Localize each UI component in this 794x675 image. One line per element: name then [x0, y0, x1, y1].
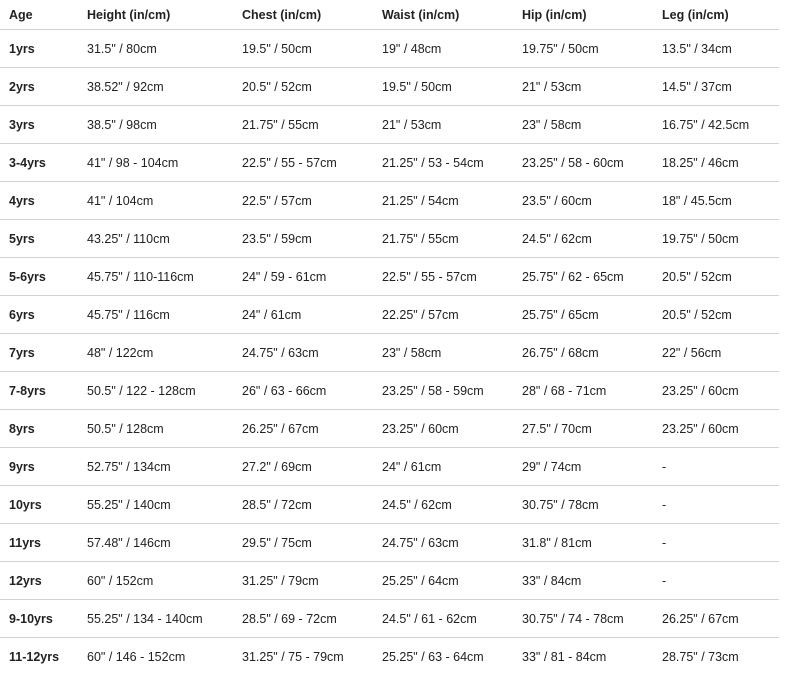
cell-chest: 22.5" / 57cm — [233, 182, 373, 220]
cell-chest: 26" / 63 - 66cm — [233, 372, 373, 410]
cell-age: 3-4yrs — [0, 144, 78, 182]
table-row — [0, 182, 779, 220]
cell-hip: 23.5" / 60cm — [513, 182, 653, 220]
cell-waist: 24.5" / 62cm — [373, 486, 513, 524]
table-row — [0, 258, 779, 296]
cell-leg: 23.25" / 60cm — [653, 410, 779, 448]
cell-height: 38.52" / 92cm — [78, 68, 233, 106]
header-height: Height (in/cm) — [78, 0, 233, 30]
cell-hip: 21" / 53cm — [513, 68, 653, 106]
cell-height: 48" / 122cm — [78, 334, 233, 372]
cell-hip: 30.75" / 78cm — [513, 486, 653, 524]
table-row — [0, 410, 779, 448]
cell-waist: 23.25" / 60cm — [373, 410, 513, 448]
cell-age: 9-10yrs — [0, 600, 78, 638]
cell-chest: 31.25" / 79cm — [233, 562, 373, 600]
cell-waist: 25.25" / 63 - 64cm — [382, 649, 484, 664]
header-chest: Chest (in/cm) — [233, 0, 373, 30]
cell-height: 55.25" / 140cm — [78, 486, 233, 524]
header-waist: Waist (in/cm) — [373, 0, 513, 30]
table-row — [0, 30, 779, 68]
table-row — [0, 638, 779, 675]
cell-age: 5-6yrs — [0, 258, 78, 296]
cell-waist: 19" / 48cm — [373, 30, 513, 68]
table-row — [0, 486, 779, 524]
cell-hip: 33" / 81 - 84cm — [522, 649, 607, 664]
cell-leg: 28.75" / 73cm — [662, 649, 739, 664]
cell-hip: 29" / 74cm — [513, 448, 653, 486]
cell-age: 7-8yrs — [0, 372, 78, 410]
cell-leg: 22" / 56cm — [653, 334, 779, 372]
cell-waist: 24" / 61cm — [373, 448, 513, 486]
cell-leg: - — [653, 562, 779, 600]
cell-height: 45.75" / 110-116cm — [78, 258, 233, 296]
cell-age: 1yrs — [0, 30, 78, 68]
table-row — [0, 106, 779, 144]
cell-waist: 24.5" / 61 - 62cm — [373, 600, 513, 638]
cell-leg: 18.25" / 46cm — [653, 144, 779, 182]
cell-leg: 19.75" / 50cm — [653, 220, 779, 258]
cell-age: 12yrs — [0, 562, 78, 600]
cell-chest: 20.5" / 52cm — [233, 68, 373, 106]
cell-waist: 22.5" / 55 - 57cm — [373, 258, 513, 296]
cell-chest: 28.5" / 69 - 72cm — [233, 600, 373, 638]
cell-hip: 33" / 84cm — [513, 562, 653, 600]
cell-waist: 23" / 58cm — [373, 334, 513, 372]
cell-leg: 14.5" / 37cm — [653, 68, 779, 106]
cell-age: 9yrs — [0, 448, 78, 486]
cell-hip: 28" / 68 - 71cm — [513, 372, 653, 410]
table-row — [0, 372, 779, 410]
cell-chest: 31.25" / 75 - 79cm — [242, 649, 344, 664]
cell-chest: 22.5" / 55 - 57cm — [233, 144, 373, 182]
cell-age: 11-12yrs — [9, 649, 60, 664]
cell-leg: 16.75" / 42.5cm — [653, 106, 779, 144]
cell-hip: 19.75" / 50cm — [513, 30, 653, 68]
cell-chest: 21.75" / 55cm — [233, 106, 373, 144]
cell-chest: 26.25" / 67cm — [233, 410, 373, 448]
cell-height: 50.5" / 128cm — [78, 410, 233, 448]
header-age: Age — [0, 0, 78, 30]
cell-hip: 25.75" / 65cm — [513, 296, 653, 334]
cell-chest: 29.5" / 75cm — [233, 524, 373, 562]
cell-hip: 31.8" / 81cm — [513, 524, 653, 562]
cell-age: 6yrs — [0, 296, 78, 334]
cell-hip: 27.5" / 70cm — [513, 410, 653, 448]
table-row — [0, 220, 779, 258]
cell-height: 38.5" / 98cm — [78, 106, 233, 144]
cell-height: 31.5" / 80cm — [78, 30, 233, 68]
table-row — [0, 68, 779, 106]
table-header — [0, 0, 779, 30]
table-row — [0, 562, 779, 600]
cell-leg: - — [653, 486, 779, 524]
cell-chest: 19.5" / 50cm — [233, 30, 373, 68]
cell-height: 60" / 152cm — [78, 562, 233, 600]
cell-waist: 25.25" / 64cm — [373, 562, 513, 600]
cell-waist: 23.25" / 58 - 59cm — [373, 372, 513, 410]
cell-waist: 19.5" / 50cm — [373, 68, 513, 106]
cell-leg: - — [653, 448, 779, 486]
cell-height: 50.5" / 122 - 128cm — [78, 372, 233, 410]
header-leg: Leg (in/cm) — [653, 0, 779, 30]
cell-chest: 23.5" / 59cm — [233, 220, 373, 258]
cell-chest: 24.75" / 63cm — [233, 334, 373, 372]
cell-leg: 26.25" / 67cm — [653, 600, 779, 638]
table-row — [0, 334, 779, 372]
cell-age: 10yrs — [0, 486, 78, 524]
table-row — [0, 448, 779, 486]
cell-leg: 20.5" / 52cm — [653, 258, 779, 296]
cell-waist: 21.25" / 53 - 54cm — [373, 144, 513, 182]
table-row — [0, 600, 779, 638]
cell-chest: 24" / 59 - 61cm — [233, 258, 373, 296]
cell-height: 55.25" / 134 - 140cm — [78, 600, 233, 638]
cell-chest: 28.5" / 72cm — [233, 486, 373, 524]
cell-chest: 24" / 61cm — [233, 296, 373, 334]
cell-height: 43.25" / 110cm — [78, 220, 233, 258]
cell-height: 45.75" / 116cm — [78, 296, 233, 334]
cell-leg: 20.5" / 52cm — [653, 296, 779, 334]
table-row — [0, 296, 779, 334]
cell-age: 7yrs — [0, 334, 78, 372]
cell-leg: 13.5" / 34cm — [653, 30, 779, 68]
cell-hip: 30.75" / 74 - 78cm — [513, 600, 653, 638]
header-hip: Hip (in/cm) — [513, 0, 653, 30]
header-row — [0, 0, 779, 30]
cell-age: 5yrs — [0, 220, 78, 258]
cell-leg: 23.25" / 60cm — [653, 372, 779, 410]
table-body — [0, 30, 779, 675]
cell-hip: 23.25" / 58 - 60cm — [513, 144, 653, 182]
cell-age: 11yrs — [0, 524, 78, 562]
cell-hip: 25.75" / 62 - 65cm — [513, 258, 653, 296]
cell-leg: - — [653, 524, 779, 562]
cell-height: 41" / 104cm — [78, 182, 233, 220]
cell-height: 41" / 98 - 104cm — [78, 144, 233, 182]
cell-age: 4yrs — [0, 182, 78, 220]
cell-waist: 22.25" / 57cm — [373, 296, 513, 334]
cell-waist: 21" / 53cm — [373, 106, 513, 144]
cell-height: 57.48" / 146cm — [78, 524, 233, 562]
cell-hip: 24.5" / 62cm — [513, 220, 653, 258]
cell-hip: 23" / 58cm — [513, 106, 653, 144]
cell-age: 8yrs — [0, 410, 78, 448]
cell-age: 2yrs — [0, 68, 78, 106]
cell-waist: 24.75" / 63cm — [373, 524, 513, 562]
cell-height: 60" / 146 - 152cm — [87, 649, 186, 664]
cell-chest: 27.2" / 69cm — [233, 448, 373, 486]
table-row — [0, 144, 779, 182]
cell-waist: 21.25" / 54cm — [373, 182, 513, 220]
cell-leg: 18" / 45.5cm — [653, 182, 779, 220]
cell-height: 52.75" / 134cm — [78, 448, 233, 486]
table-row — [0, 524, 779, 562]
cell-hip: 26.75" / 68cm — [513, 334, 653, 372]
cell-waist: 21.75" / 55cm — [373, 220, 513, 258]
cell-age: 3yrs — [0, 106, 78, 144]
